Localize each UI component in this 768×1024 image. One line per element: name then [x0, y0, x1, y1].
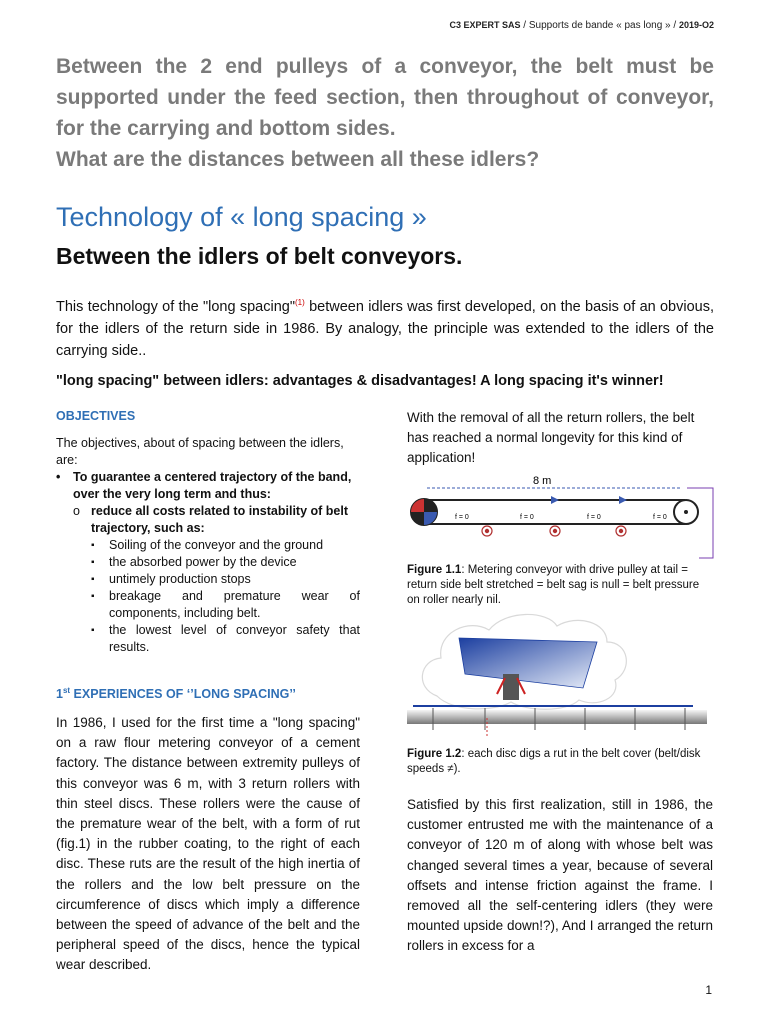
objectives-section: [56, 408, 360, 656]
objectives-sublist: [73, 503, 360, 656]
header-separator-2: /: [670, 20, 679, 31]
figure-1-2: [407, 608, 713, 748]
figure-1-2-caption: [407, 747, 713, 777]
objective-item: ▪ untimely production stops: [91, 571, 360, 588]
fig1-mark: f = 0: [587, 514, 601, 521]
figure-1-1-caption: [407, 563, 713, 608]
para-after: between idlers was first developed, on the basis of an obvious, for the idlers of the return side in 1986. By analogy, the principle was extended to the idlers of the carrying side..: [56, 298, 715, 359]
exp-heading-text: EXPERIENCES OF ‘’LONG SPACING’’: [70, 687, 296, 702]
intro-line-1: Between the 2 end pulleys of a conveyor, the belt must be supported under the feed section, then throughout of conveyor, for the carrying and bottom sides.: [56, 55, 714, 140]
tagline: "long spacing" between idlers: advantages & disadvantages! A long spacing it's winner!: [56, 373, 664, 389]
fig1-mark: f = 0: [520, 514, 534, 521]
figure-1-1: [407, 474, 717, 565]
header-date: 2019-O2: [678, 20, 714, 30]
intro-paragraph: [56, 292, 714, 362]
objectives-items: [91, 537, 360, 656]
fig2-label: Figure 1.2: [407, 748, 462, 760]
objectives-bullet: [56, 469, 360, 656]
objectives-sub: [73, 503, 360, 656]
objectives-intro: The objectives, about of spacing between the idlers, are:: [56, 436, 344, 467]
right-bottom-text: Satisfied by this first realization, still in 1986, the customer entrusted me with the maintenance of a conveyor of 120 m of along with whose belt was changed several times a year, because of several offsets and intense friction against the frame. I removed all the self-centering idlers (they were mounted upside down!?), And I arranged the return rollers in excess for a: [407, 797, 713, 954]
objective-item: ▪ the absorbed power by the device: [91, 554, 360, 571]
objective-item: ▪ breakage and premature wear of components, including belt.: [91, 588, 360, 622]
intro-block: [56, 51, 714, 175]
objective-item: ▪ Soiling of the conveyor and the ground: [91, 537, 360, 554]
objectives-sub-text: reduce all costs related to instability of belt trajectory, such as:: [91, 504, 349, 535]
fig1-caption-text: : Metering conveyor with drive pulley at tail = return side belt stretched = belt sag is null = belt pressure on roller nearly nil.: [407, 564, 700, 606]
objective-item: ▪ the lowest level of conveyor safety that results.: [91, 622, 360, 656]
intro-line-2: What are the distances between all these idlers?: [56, 148, 540, 171]
header-doc: Supports de bande « pas long »: [528, 20, 671, 31]
fig1-mark: f = 0: [455, 514, 469, 521]
objectives-list: [56, 469, 360, 656]
fig2-caption-text: : each disc digs a rut in the belt cover (belt/disk speeds ≠).: [407, 748, 701, 775]
objectives-heading: OBJECTIVES: [56, 409, 136, 423]
objectives-bullet-text: To guarantee a centered trajectory of the band, over the very long term and thus:: [73, 470, 352, 501]
fig1-label: Figure 1.1: [407, 564, 462, 576]
exp-sup: st: [62, 686, 71, 695]
fig1-mark: f = 0: [653, 514, 667, 521]
page-number: 1: [705, 983, 712, 997]
right-top-text: With the removal of all the return rollers, the belt has reached a normal longevity for this kind of application!: [407, 410, 695, 465]
header-separator: /: [520, 20, 529, 31]
experiences-heading: [56, 686, 296, 701]
experiences-text: In 1986, I used for the first time a "long spacing" on a raw flour metering conveyor of a cement factory. The distance between extremity pulleys of this conveyor was 6 m, with 3 return rollers with thin steel discs. These rollers were the cause of the premature wear of the belt, with a form of rut (fig.1) in the rubber coating, to the right of each disc. These ruts are the result of the high inertia of the rollers and the low belt pressure on the circumference of discs which imply a difference between the speed of advance of the belt and the peripheral speed of the discs, hence the typical wear described.: [56, 715, 360, 973]
disc-rut-diagram: [407, 608, 713, 743]
para-before: This technology of the "long spacing": [56, 298, 295, 315]
fig1-dimension: 8 m: [533, 475, 552, 487]
footnote-ref: (1): [294, 298, 305, 307]
page-header: [449, 20, 714, 31]
conveyor-diagram: [407, 474, 717, 560]
header-company: C3 EXPERT SAS: [449, 20, 521, 30]
page-subtitle: Between the idlers of belt conveyors.: [56, 243, 463, 269]
exp-num: 1: [56, 687, 63, 702]
page-title: Technology of « long spacing »: [56, 202, 427, 232]
